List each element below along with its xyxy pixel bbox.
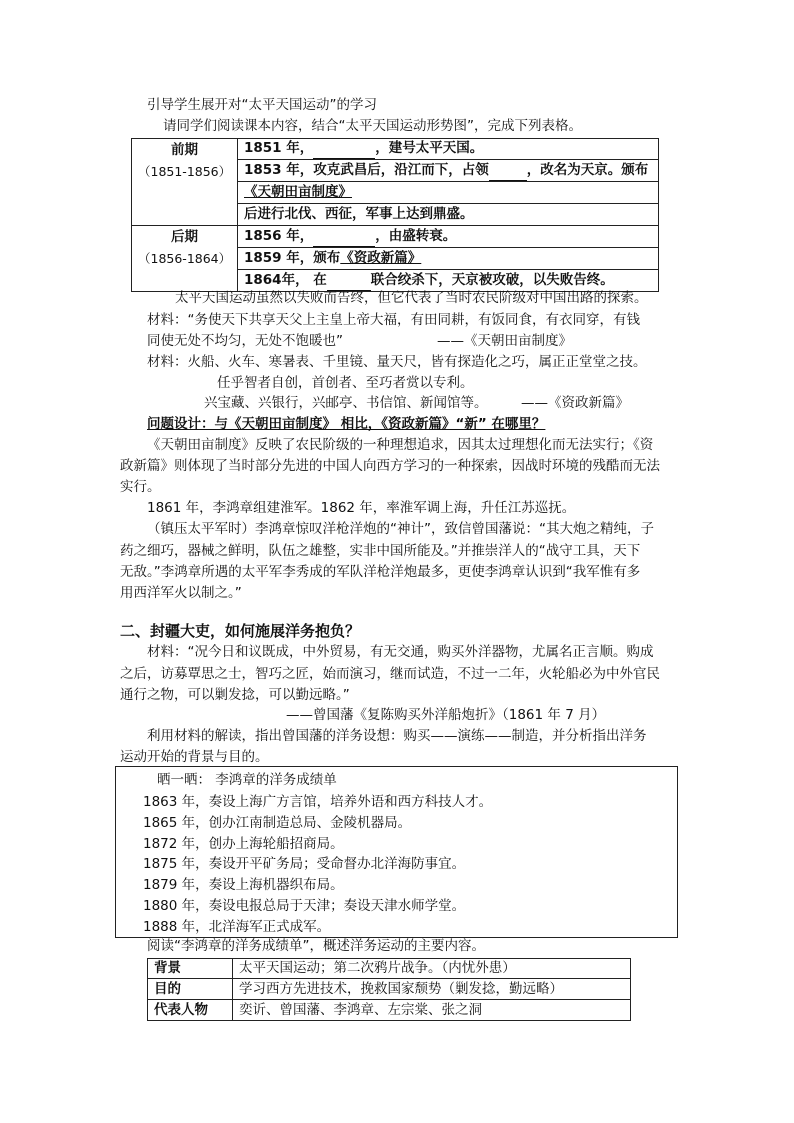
- achievement-box: [115, 766, 678, 938]
- section-2-task-b: 运动开始的背景与目的。: [120, 749, 269, 765]
- material-2-line-a: 材料：火船、火车、寒暑表、千里镜、量天尺，皆有探造化之巧，属正正堂堂之技。: [147, 354, 647, 370]
- late-row-1: 1856 年， ，由盛转衰。: [238, 226, 659, 248]
- list-item: 1879 年，奏设上海机器织布局。: [143, 877, 344, 894]
- achievement-list: [143, 792, 492, 938]
- summary-value-figures: 奕䜣、曾国藩、李鸿章、左宗棠、张之洞: [233, 1000, 631, 1021]
- material-2-line-b: 任乎智者自创，首创者、至巧者赏以专利。: [217, 375, 474, 391]
- blank-1864[interactable]: [327, 271, 371, 291]
- list-item: 1863 年，奏设上海广方言馆，培养外语和西方科技人才。: [143, 794, 493, 810]
- section-2-task-a: 利用材料的解读，指出曾国藩的洋务设想：购买——演练——制造，并分析指出洋务: [147, 728, 647, 744]
- intro-line-1: 引导学生展开对“太平天国运动”的学习: [147, 97, 377, 113]
- late-period-cell: [132, 226, 238, 292]
- intro-line-2: 请同学们阅读课本内容，结合“太平天国运动形势图”，完成下列表格。: [163, 118, 582, 134]
- early-years: （1851-1856）: [138, 164, 232, 179]
- late-row-3: 1864年， 在 联合绞杀下，天京被攻破，以失败告终。: [238, 270, 659, 292]
- list-item: 1875 年，奏设开平矿务局；受命督办北洋海防事宜。: [143, 856, 466, 873]
- section-2-material-c: 通行之物，可以剿发捻，可以勤远略。”: [120, 687, 350, 703]
- late-years: （1856-1864）: [138, 251, 232, 266]
- taiping-table: [131, 138, 659, 292]
- reading-prompt: 阅读“李鸿章的洋务成绩单”，概述洋务运动的主要内容。: [147, 938, 485, 954]
- early-label: 前期: [171, 142, 198, 158]
- blank-1856[interactable]: [313, 227, 375, 247]
- blank-1851[interactable]: [313, 139, 375, 159]
- list-item: 1865 年，创办江南制造总局、金陵机器局。: [143, 814, 412, 831]
- material-1-line-a: 材料：“务使天下共享天父上主皇上帝大福，有田同耕，有饭同食，有衣同穿，有钱: [147, 312, 640, 328]
- early-row-3: 《天朝田亩制度》: [238, 182, 659, 204]
- summary-table: [147, 958, 631, 1021]
- list-item: 1880 年，奏设电报总局于天津；奏设天津水师学堂。: [143, 897, 466, 914]
- section-2-material-b: 之后，访募覃思之士，智巧之匠，始而演习，继而试造，不过一二年，火轮船必为中外官民: [120, 666, 660, 682]
- list-item: 1872 年，创办上海轮船招商局。: [143, 835, 344, 852]
- summary-label-background: 背景: [148, 959, 233, 979]
- answer-line-c: 实行。: [120, 479, 161, 495]
- answer-line-b: 政新篇》则体现了当时部分先进的中国人向西方学习的一种探索，因战时环境的残酷而无法: [120, 458, 660, 474]
- summary-label-figures: 代表人物: [148, 1000, 233, 1021]
- p-li-a: （镇压太平军时）李鸿章惊叹洋枪洋炮的“神计”，致信曾国藩说：“其大炮之精纯，子: [147, 521, 654, 537]
- late-label: 后期: [171, 229, 198, 245]
- material-1-line-b: 同使无处不均匀，无处不饱暖也”: [147, 333, 343, 349]
- section-2-material-a: 材料：“况今日和议既成，中外贸易，有无交通，购买外洋器物，尤属名正言顺。购成: [147, 644, 654, 660]
- p-li-b: 药之细巧，器械之鲜明，队伍之雄整，实非中国所能及。”并推崇洋人的“战守工具，天下: [120, 543, 641, 559]
- achievement-box-title: 晒一晒： 李鸿章的洋务成绩单: [157, 772, 337, 788]
- p-li-d: 用西洋军火以制之。”: [120, 585, 242, 601]
- late-row-2: 1859 年，颁布《资政新篇》: [238, 248, 659, 270]
- summary-label-purpose: 目的: [148, 979, 233, 1000]
- material-2-source: ——《资政新篇》: [521, 395, 629, 411]
- p-taiping-summary: 太平天国运动虽然以失败而告终，但它代表了当时农民阶级对中国出路的探索。: [175, 290, 648, 306]
- p-li-c: 无敌。”李鸿章所遇的太平军李秀成的军队洋枪洋炮最多，更使李鸿章认识到“我军惟有多: [120, 564, 641, 580]
- early-row-1: 1851 年， ，建号太平天国。: [238, 139, 659, 160]
- early-row-4: 后进行北伐、西征，军事上达到鼎盛。: [238, 204, 659, 226]
- summary-value-purpose: 学习西方先进技术，挽救国家颓势（剿发捻，勤远略）: [233, 979, 631, 1000]
- answer-line-a: 《天朝田亩制度》反映了农民阶级的一种理想追求，因其太过理想化而无法实行；《资: [147, 437, 654, 453]
- p-1861: 1861 年，李鸿章组建淮军。1862 年，率淮军调上海，升任江苏巡抚。: [147, 500, 576, 516]
- early-period-cell: [132, 139, 238, 226]
- list-item: 1888 年，北洋海军正式成军。: [143, 918, 331, 935]
- blank-1853[interactable]: [489, 161, 527, 181]
- section-2-source: ——曾国藩《复陈购买外洋船炮折》（1861 年 7 月）: [286, 707, 606, 723]
- section-2-heading: 二、封疆大吏，如何施展洋务抱负？: [120, 622, 361, 640]
- question-design: 问题设计：与《天朝田亩制度》 相比，《资政新篇》“新” 在哪里？: [147, 416, 546, 432]
- summary-value-background: 太平天国运动；第二次鸦片战争。（内忧外患）: [233, 959, 631, 979]
- material-2-line-c: 兴宝藏、兴银行，兴邮亭、书信馆、新闻馆等。: [204, 395, 488, 411]
- early-row-2: 1853 年，攻克武昌后，沿江而下，占领 ，改名为天京。颁布: [238, 160, 659, 182]
- material-1-source: ——《天朝田亩制度》: [437, 333, 572, 349]
